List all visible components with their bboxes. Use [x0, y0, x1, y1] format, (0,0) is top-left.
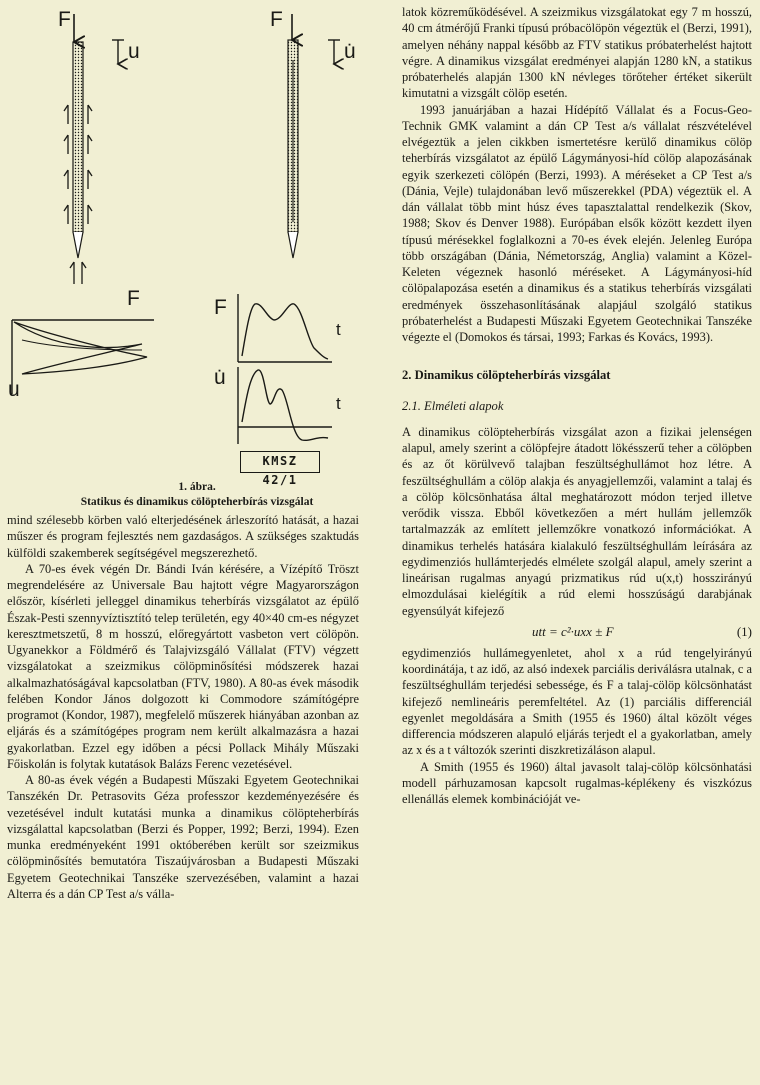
label-static-force: F — [58, 8, 71, 31]
left-column — [7, 512, 359, 902]
label-static-plot-force: F — [127, 287, 140, 310]
force-time-plot — [238, 294, 332, 362]
dynamic-pile-sketch — [288, 14, 340, 258]
label-force-time-plot-x: t — [336, 320, 341, 339]
static-pile — [73, 42, 83, 232]
velocity-time-plot — [238, 367, 332, 444]
label-static-displacement: u — [128, 40, 140, 63]
subsection-heading: 2.1. Elméleti alapok — [402, 398, 504, 413]
paragraph: latok közreműködésével. A szeizmikus vizsgálatokat egy 7 m hosszú, 40 cm átmérőjű Franki típusú próbacölöpön végeztük el (Berzi, 1991), amelyen néhány nappal később az FTV statikus próbaterhelést hajtott végre. A dinamikus vizsgálat eredményei alapján 1280 kN, a statikus próbaterhelés alapján 1300 kN névleges törőteher értéket sikerült kimutatni a vizsgált cölöp esetén. — [402, 5, 752, 101]
equation-1 — [402, 619, 752, 645]
velocity-time-curve — [242, 370, 328, 440]
label-velocity-time-plot-y: u̇ — [214, 366, 226, 389]
label-dynamic-force: F — [270, 8, 283, 31]
section-heading: 2. Dinamikus cölöpteherbírás vizsgálat — [402, 368, 611, 383]
right-column — [402, 4, 752, 807]
figure-caption — [2, 480, 392, 510]
figure-number: 1. ábra. — [178, 481, 216, 493]
static-pile-tip — [73, 232, 83, 258]
static-load-displacement-plot — [12, 320, 154, 394]
label-force-time-plot-y: F — [214, 296, 227, 319]
dynamic-pile-tip — [288, 232, 298, 258]
figure-stamp: KMSZ 42/1 — [240, 451, 320, 473]
label-dynamic-velocity: u̇ — [344, 40, 356, 63]
figure-title: Statikus és dinamikus cölöpteherbírás vizsgálat — [80, 496, 314, 508]
paragraph: A Smith (1955 és 1960) által javasolt talaj-cölöp kölcsönhatási modell párhuzamosan kapcsolt rugalmas-képlékeny és viszkózus ellenállás elemek kombinációját ve- — [402, 759, 752, 806]
equation-number: (1) — [736, 623, 752, 639]
label-velocity-time-plot-x: t — [336, 394, 341, 413]
figure-drawing — [2, 2, 392, 482]
label-static-plot-displacement: u — [8, 378, 20, 401]
static-pile-sketch — [64, 14, 124, 284]
force-time-curve — [242, 304, 328, 359]
paragraph: A 70-es évek végén Dr. Bándi Iván kérésére, a Vízépítő Tröszt megrendelésére az Universale Bau hajtott végre Magyarországon először, kísérleti jelleggel dinamikus teherbírás vizsgálatot az épülő Észak-Pesti szennyvíztisztító telep területén, egy 40×40 cm-es négyzet keresztmetszetű, 8 m hosszú, előregyártott vasbeton vert cölöpön. Ugyanekkor a Földmérő és Talajvizsgáló Vállalat (FTV) végzett vizsgálatokat a szeizmikus cölöpminősítési módszerek hazai alkalmazhatóságával kapcsolatban (FTV, 1980). A 80-as évek második felében Kondor János dolgozott ki Commodore számítógépre programot (Kondor, 1987), megfelelő műszerek hiányában azonban az eljárás és a számítógépes program nem került alkalmazásra a hazai gyakorlatban. Ezzel egy időben a pécsi Pollack Mihály Műszaki Főiskolán is folytak kutatások Balázs Ferenc vezetésével. — [7, 561, 359, 771]
paragraph: A 80-as évek végén a Budapesti Műszaki Egyetem Geotechnikai Tanszékén Dr. Petrasovits Géza professzor kezdeményezésére és vezetésével indult kutatási munka a dinamikus cölöpteherbírás vizsgálattal kapcsolatban (Berzi és Popper, 1992; Berzi, 1994). Ezen munka eredményeként 1991 októberében került sor szeizmikus cölöpminősítés bemutatóra Tiszaújvárosban a Budapesti Műszaki Egyetem Geotechnikai Tanszéke szervezésében, valamint a hazai Alterra és a dán CP Test a/s válla- — [7, 773, 359, 901]
equation-formula: utt = c²·uxx ± F — [532, 623, 614, 639]
paragraph: egydimenziós hullámegyenletet, ahol x a rúd tengelyirányú koordinátája, t az idő, az alsó indexek parciális deriválásra utalnak, c a feszültséghullám terjedési sebessége, és F a talaj-cölöp kölcsönhatást kifejező nemlineáris peremfeltétel. Az (1) parciális differenciál egyenlet megoldására a Smith (1955 és 1960) által közölt véges differencia módszeren alapuló eljárás terjedt el a gyakorlatban, amely az x és a t változók szerinti diszkretizáláson alapul. — [402, 645, 752, 758]
paragraph: A dinamikus cölöpteherbírás vizsgálat azon a fizikai jelenségen alapul, amely szerint a cölöpfejre átadott lökésszerű teher a cölöpben és az őt körülvevő talajban feszültséghullámot hoz létre. A feszültséghullám a cölöp alakja és anyagjellemzői, valamint a talaj és a cölöp kölcsönhatása által meghatározott módon terjed illetve verődik vissza. Ebből következően a mért hullám jellemzők tartalmazzák az említett jellemzőkre vonatkozó információkat. A dinamikus terhelés hatására kialakuló feszültséghullám leírására az egydimenziós hullámterjedés elmélete szolgál alapul, amely szerint a lineárisan rugalmas anyagú prizmatikus rúd u(x,t) hosszirányú elmozdulásai kielégítik a rúd elemi hosszúságú darabjának egyensúlyát kifejező — [402, 424, 752, 618]
paragraph: mind szélesebb körben való elterjedésének árleszorító hatását, a hazai műszer és program fejlesztés nem gazdaságos. A szükséges szaktudás külföldi szakemberek segítségével megszerezhető. — [7, 513, 359, 560]
paragraph: 1993 januárjában a hazai Hídépítő Vállalat és a Focus-Geo-Technik GMK valamint a dán CP Test a/s vállalat részvételével elvégeztük a jelen cikkben ismertetésre kerülő dinamikus cölöp teherbírás vizsgálatot az épülő Lágymányosi-híd cölöp alapozásának egyik szerkezeti cölöpén (Berzi, 1993). A méréseket a CP Test a/s (Dánia, Vejle) tulajdonában levő műszerekkel (PDA) végeztük el. A dán vállalat több mint húsz éves tapasztalattal rendelkezik (Skov, 1988; Skov és Denver 1988). Európában elsők között kezdett ilyen típusú mérésekkel foglalkozni a 70-es évek elején. Jelenleg Európa több országában (Dánia, Németország, Anglia) valamint a Közel-Keleten végeznek hasonló méréseket. A Lágymányosi-híd cölöpalapozása esetén a dinamikus és a statikus teherbírás vizsgálati eredmények összehasonlításának alapjául szolgáló statikus próbaterhelést a Budapesti Műszaki Egyetem Geotechnikai Tanszéke végezte el (Domokos és társai, 1993; Farkas és Kovács, 1993). — [402, 102, 752, 344]
